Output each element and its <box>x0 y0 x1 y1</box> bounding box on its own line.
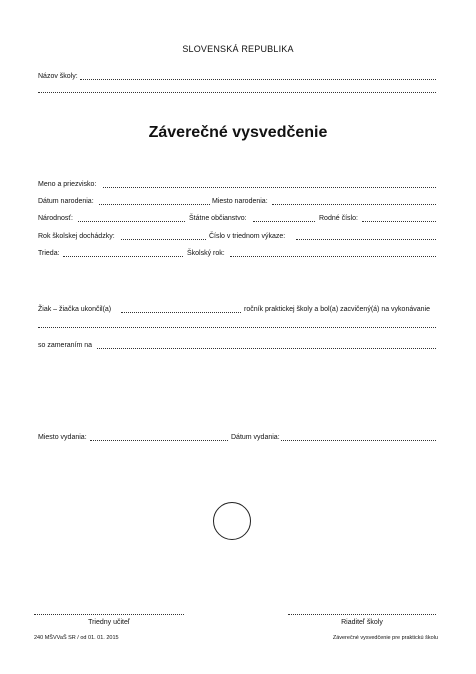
focus-field[interactable] <box>97 348 436 349</box>
completed-year-field[interactable] <box>121 312 241 313</box>
birth-place-field[interactable] <box>272 204 436 205</box>
citizenship-field[interactable] <box>253 221 315 222</box>
citizenship-label: Štátne občianstvo: <box>189 215 247 222</box>
register-number-label: Číslo v triednom výkaze: <box>209 233 286 240</box>
class-teacher-signature-line[interactable] <box>34 614 184 615</box>
school-year-field[interactable] <box>121 239 206 240</box>
class-label: Trieda: <box>38 250 60 257</box>
birth-date-label: Dátum narodenia: <box>38 198 94 205</box>
form-name: Záverečné vysvedčenie pre praktickú školu <box>332 635 438 641</box>
nationality-label: Národnosť: <box>38 215 73 222</box>
academic-year-field[interactable] <box>230 256 436 257</box>
name-label: Meno a priezvisko: <box>38 181 97 188</box>
school-name-field[interactable] <box>80 79 436 80</box>
principal-signature-line[interactable] <box>288 614 436 615</box>
personal-number-label: Rodné číslo: <box>319 215 358 222</box>
issue-date-field[interactable] <box>281 440 436 441</box>
nationality-field[interactable] <box>78 221 185 222</box>
issue-date-label: Dátum vydania: <box>231 434 280 441</box>
focus-label: so zameraním na <box>38 342 93 349</box>
class-teacher-label: Triedny učiteľ <box>88 619 130 626</box>
school-year-label: Rok školskej dochádzky: <box>38 233 115 240</box>
register-number-field[interactable] <box>296 239 436 240</box>
academic-year-label: Školský rok: <box>187 250 225 257</box>
school-name-label: Názov školy: <box>38 73 78 80</box>
issue-place-field[interactable] <box>90 440 228 441</box>
document-title: Záverečné vysvedčenie <box>148 124 328 141</box>
student-completed-label: Žiak – žiačka ukončil(a) <box>38 306 112 313</box>
class-field[interactable] <box>63 256 183 257</box>
form-code: 240 MŠVVaŠ SR / od 01. 01. 2015 <box>34 635 119 641</box>
official-stamp <box>213 502 251 540</box>
birth-place-label: Miesto narodenia: <box>212 198 268 205</box>
trained-for-field[interactable] <box>38 327 436 328</box>
country-header: SLOVENSKÁ REPUBLIKA <box>182 44 294 54</box>
school-name-field-line2[interactable] <box>38 92 436 93</box>
personal-number-field[interactable] <box>362 221 436 222</box>
principal-label: Riaditeľ školy <box>341 619 383 626</box>
name-field[interactable] <box>103 187 436 188</box>
birth-date-field[interactable] <box>99 204 210 205</box>
issue-place-label: Miesto vydania: <box>38 434 87 441</box>
completion-text: ročník praktickej školy a bol(a) zacvičený(á) na vykonávanie <box>244 306 430 313</box>
